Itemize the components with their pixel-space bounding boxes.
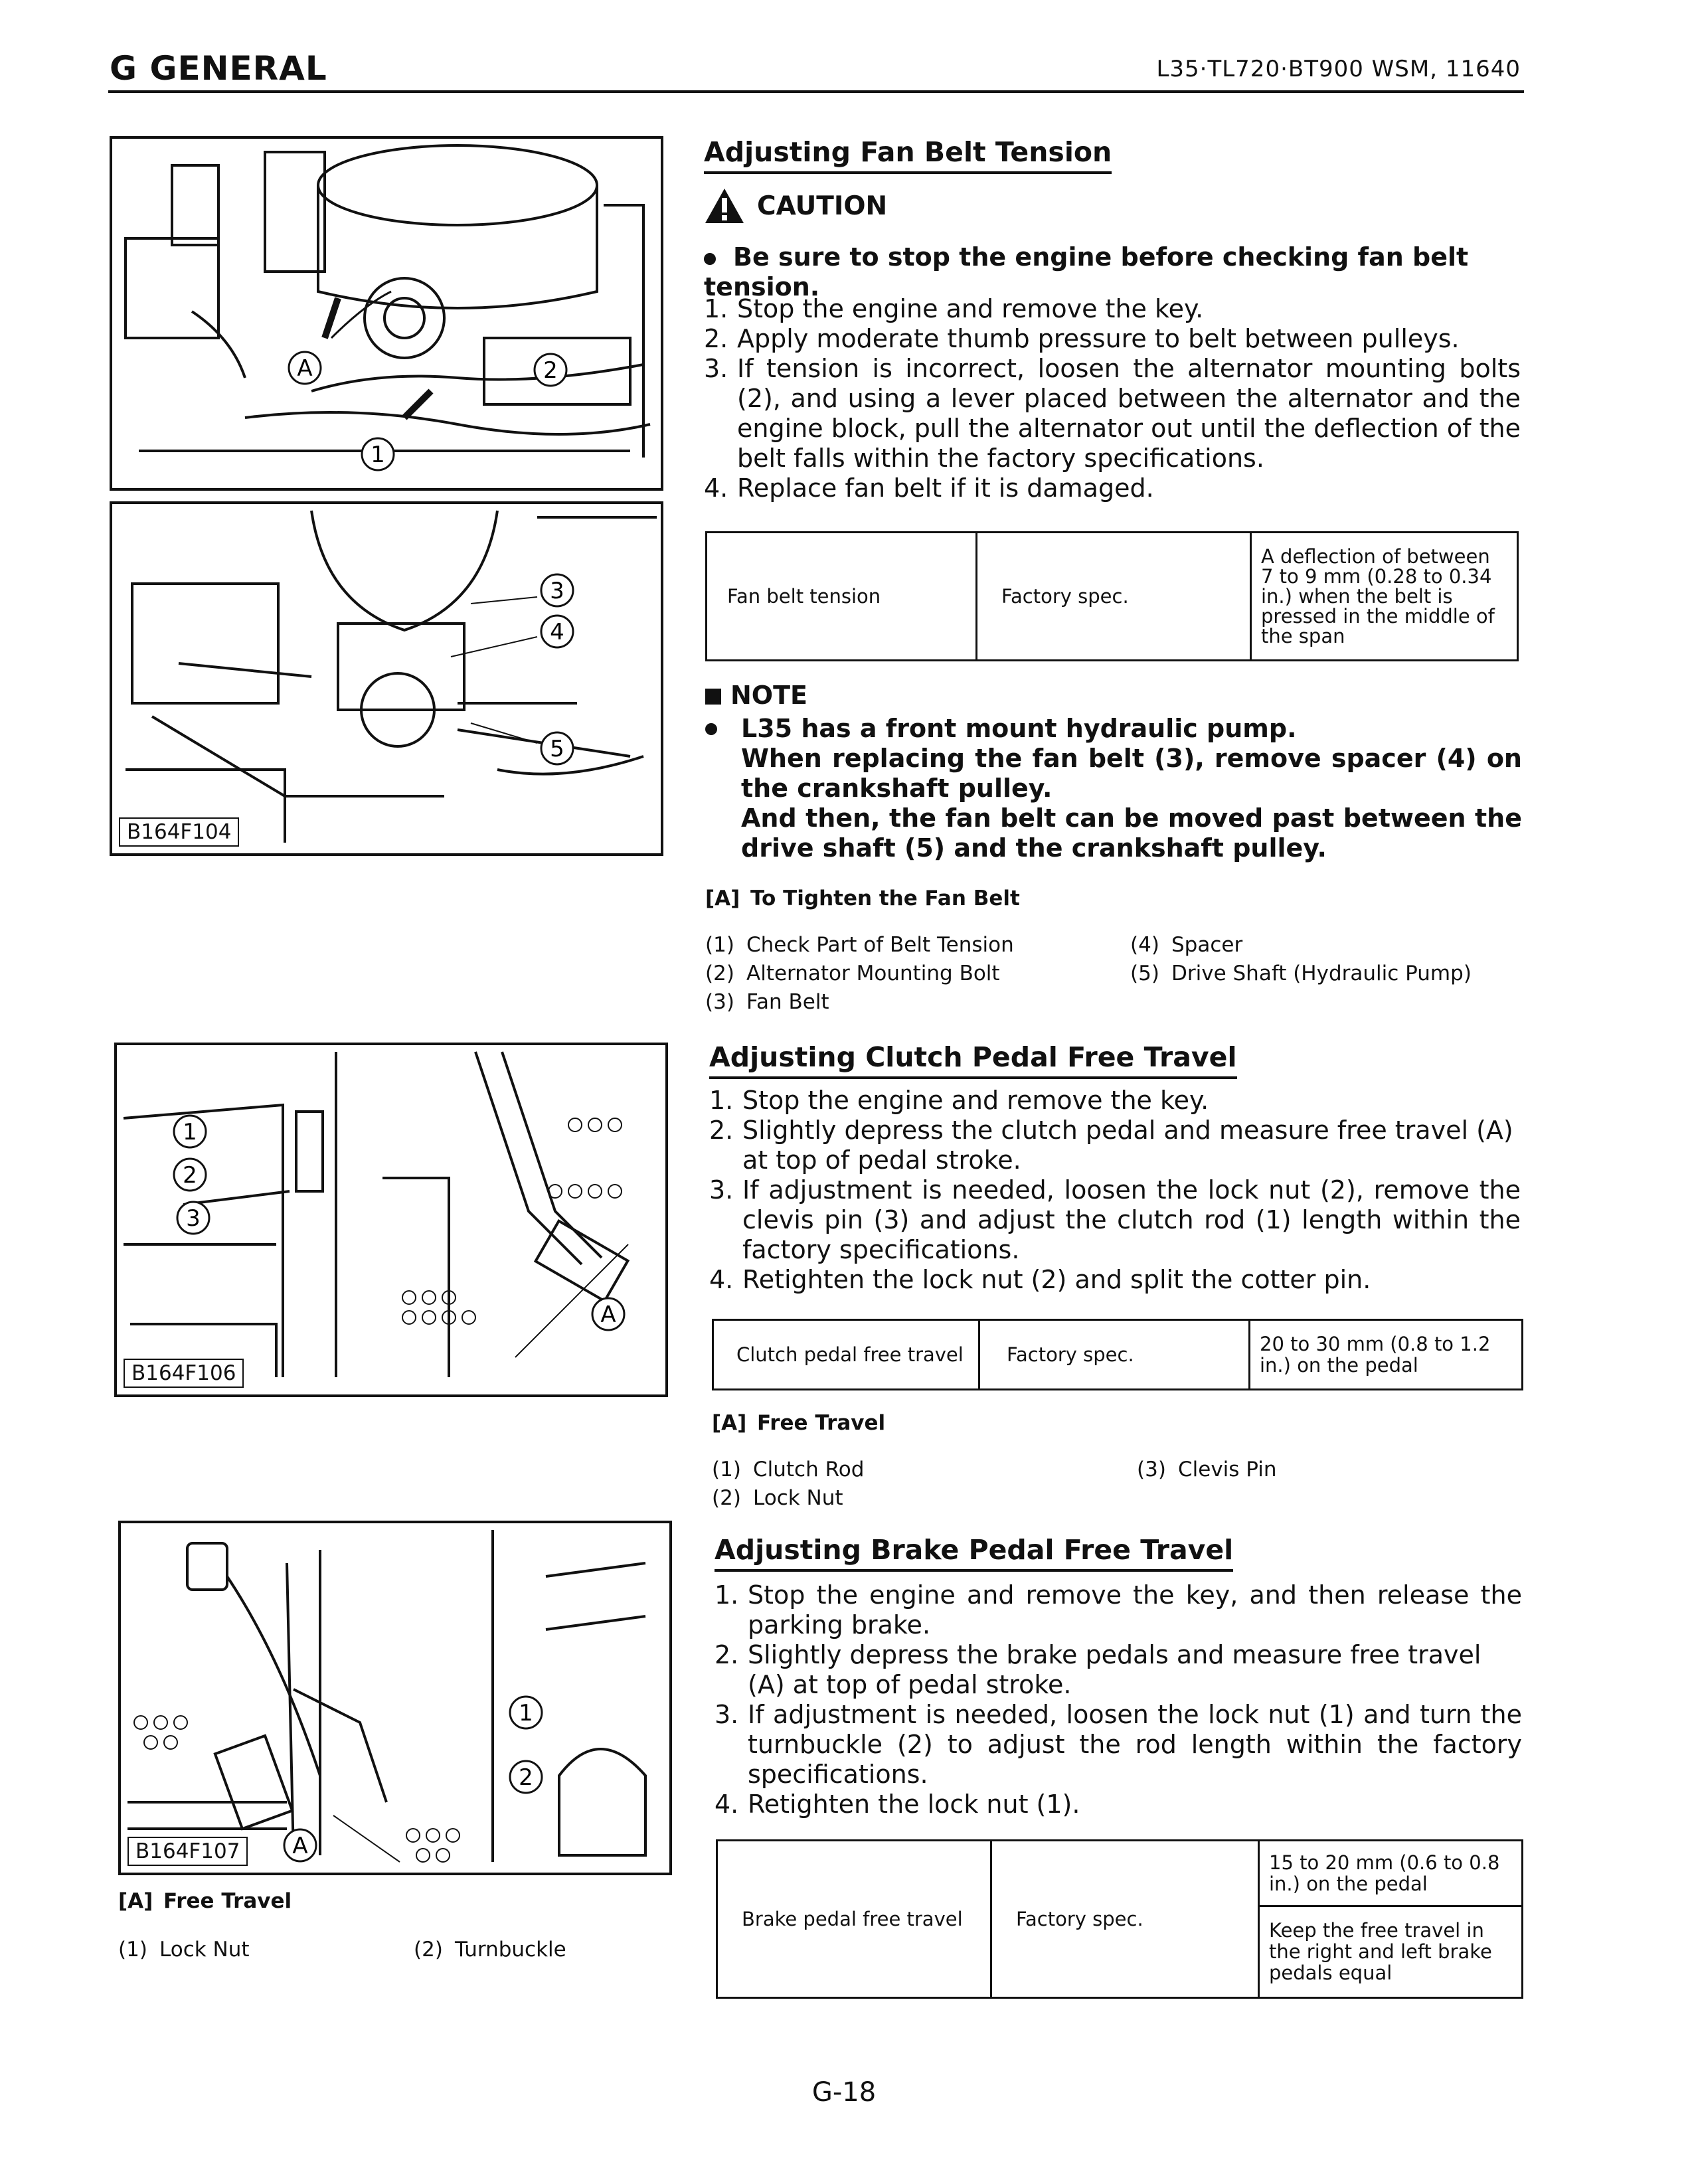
- figure-code: B164F104: [119, 817, 239, 847]
- note-text: L35 has a front mount hydraulic pump. When replacing the fan belt (3), remove spacer (4) on the crankshaft pulley. And then, the fan belt can be moved past between the drive shaft (5) and the crankshaft pulley.: [705, 714, 1522, 863]
- clutch-drawing: [117, 1045, 665, 1394]
- manual-id: L35·TL720·BT900 WSM, 11640: [1156, 56, 1521, 82]
- bullet-icon: [705, 723, 717, 735]
- spec-item: Fan belt tension: [707, 533, 977, 661]
- step-item: 1. Stop the engine and remove the key.: [709, 1086, 1209, 1115]
- callout-4: 4: [550, 619, 564, 645]
- step-item: 3. If tension is incorrect, loosen the alternator mounting bolts (2), and using a lever placed between the alternator and the engine block, pull the alternator out until the deflection of the belt falls within the factory specifications.: [704, 354, 1521, 473]
- step-item: 2. Slightly depress the brake pedals and measure free travel (A) at top of pedal stroke.: [715, 1640, 1481, 1699]
- legend-item: (5) Drive Shaft (Hydraulic Pump): [1130, 962, 1472, 985]
- bullet-icon: [704, 253, 716, 265]
- caution-label: CAUTION: [757, 191, 888, 221]
- header-rule: [108, 90, 1524, 93]
- callout-1: 1: [183, 1119, 197, 1145]
- callout-2: 2: [543, 357, 558, 384]
- section-title: G GENERAL: [110, 49, 327, 88]
- callout-a: A: [600, 1302, 616, 1328]
- clutch-spec-table: [712, 1319, 1523, 1390]
- spec-type: Factory spec.: [977, 533, 1251, 661]
- spec-value: A deflection of between 7 to 9 mm (0.28 to 0.34 in.) when the belt is pressed in the middle of the span: [1251, 533, 1518, 661]
- note-square-icon: [705, 689, 721, 705]
- legend-item: (2) Lock Nut: [712, 1486, 843, 1510]
- legend-item: (3) Fan Belt: [705, 990, 829, 1014]
- spec-item: Clutch pedal free travel: [713, 1320, 979, 1390]
- figure-code: B164F106: [124, 1359, 244, 1388]
- fan-belt-legend-left: [705, 931, 1130, 1017]
- fan-belt-drawing: [112, 504, 661, 853]
- page-number: G-18: [811, 2077, 877, 2108]
- caution-text: Be sure to stop the engine before checking fan belt tension.: [704, 242, 1469, 301]
- warning-icon: [704, 187, 745, 224]
- figure-alternator: [110, 136, 663, 491]
- brake-spec-table: [716, 1839, 1523, 1999]
- callout-a: A: [292, 1833, 308, 1859]
- clutch-legend-left: [712, 1456, 1137, 1513]
- callout-a: A: [297, 355, 313, 382]
- step-item: 1. Stop the engine and remove the key.: [704, 294, 1204, 323]
- legend-item: (1) Clutch Rod: [712, 1458, 865, 1481]
- spec-value: 15 to 20 mm (0.6 to 0.8 in.) on the pedal: [1259, 1841, 1523, 1906]
- legend-item: (3) Clevis Pin: [1137, 1458, 1277, 1481]
- callout-2: 2: [183, 1162, 197, 1189]
- step-item: 4. Replace fan belt if it is damaged.: [704, 473, 1154, 503]
- alternator-drawing: [112, 139, 661, 488]
- legend-item: (2) Alternator Mounting Bolt: [705, 962, 1000, 985]
- spec-row: [713, 1320, 1523, 1390]
- callout-5: 5: [550, 736, 564, 762]
- note-label: NOTE: [705, 681, 807, 710]
- callout-3: 3: [186, 1205, 201, 1232]
- figure-clutch-pedal: [114, 1043, 668, 1397]
- callout-2: 2: [519, 1764, 533, 1791]
- callout-1: 1: [519, 1700, 533, 1726]
- brake-caption: [A] Free Travel: [118, 1889, 292, 1913]
- figure-fan-belt: [110, 501, 663, 856]
- spec-type: Factory spec.: [979, 1320, 1250, 1390]
- step-item: 3. If adjustment is needed, loosen the lock nut (1) and turn the turnbuckle (2) to adjust the rod length within the factory specifications.: [715, 1700, 1522, 1789]
- spec-value: Keep the free travel in the right and left brake pedals equal: [1259, 1906, 1523, 1997]
- step-item: 3. If adjustment is needed, loosen the lock nut (2), remove the clevis pin (3) and adjust the clutch rod (1) length within the factory specifications.: [709, 1175, 1521, 1264]
- legend-item: (1) Lock Nut: [118, 1938, 250, 1962]
- brake-drawing: [121, 1523, 669, 1873]
- spec-row: [707, 533, 1518, 661]
- brake-title: Adjusting Brake Pedal Free Travel: [715, 1534, 1233, 1572]
- figure-brake-pedals: [118, 1521, 672, 1875]
- spec-type: Factory spec.: [991, 1841, 1259, 1998]
- fan-belt-title: Adjusting Fan Belt Tension: [704, 136, 1112, 174]
- fan-belt-steps: [704, 294, 1521, 503]
- brake-legend: [118, 1936, 689, 1964]
- legend-item: (2) Turnbuckle: [414, 1938, 566, 1962]
- step-item: 2. Apply moderate thumb pressure to belt between pulleys.: [704, 324, 1460, 353]
- callout-3: 3: [550, 578, 564, 604]
- fan-belt-legend-right: [1130, 931, 1522, 988]
- brake-steps: [715, 1580, 1522, 1819]
- step-item: 1. Stop the engine and remove the key, and then release the parking brake.: [715, 1580, 1522, 1639]
- figure-code: B164F107: [127, 1837, 248, 1866]
- callout-1: 1: [371, 442, 385, 468]
- step-item: 2. Slightly depress the clutch pedal and measure free travel (A) at top of pedal stroke.: [709, 1116, 1513, 1175]
- step-item: 4. Retighten the lock nut (2) and split the cotter pin.: [709, 1265, 1371, 1294]
- clutch-caption: [A] Free Travel: [712, 1411, 886, 1435]
- fan-belt-caption: [A] To Tighten the Fan Belt: [705, 886, 1020, 910]
- spec-value: 20 to 30 mm (0.8 to 1.2 in.) on the pedal: [1250, 1320, 1523, 1390]
- spec-row: [717, 1841, 1523, 1906]
- clutch-legend-right: [1137, 1456, 1522, 1484]
- legend-item: (4) Spacer: [1130, 933, 1243, 957]
- legend-item: (1) Check Part of Belt Tension: [705, 933, 1014, 957]
- spec-item: Brake pedal free travel: [717, 1841, 991, 1998]
- clutch-steps: [709, 1086, 1521, 1295]
- fan-belt-spec-table: [705, 531, 1519, 661]
- step-item: 4. Retighten the lock nut (1).: [715, 1790, 1080, 1819]
- clutch-title: Adjusting Clutch Pedal Free Travel: [709, 1041, 1237, 1079]
